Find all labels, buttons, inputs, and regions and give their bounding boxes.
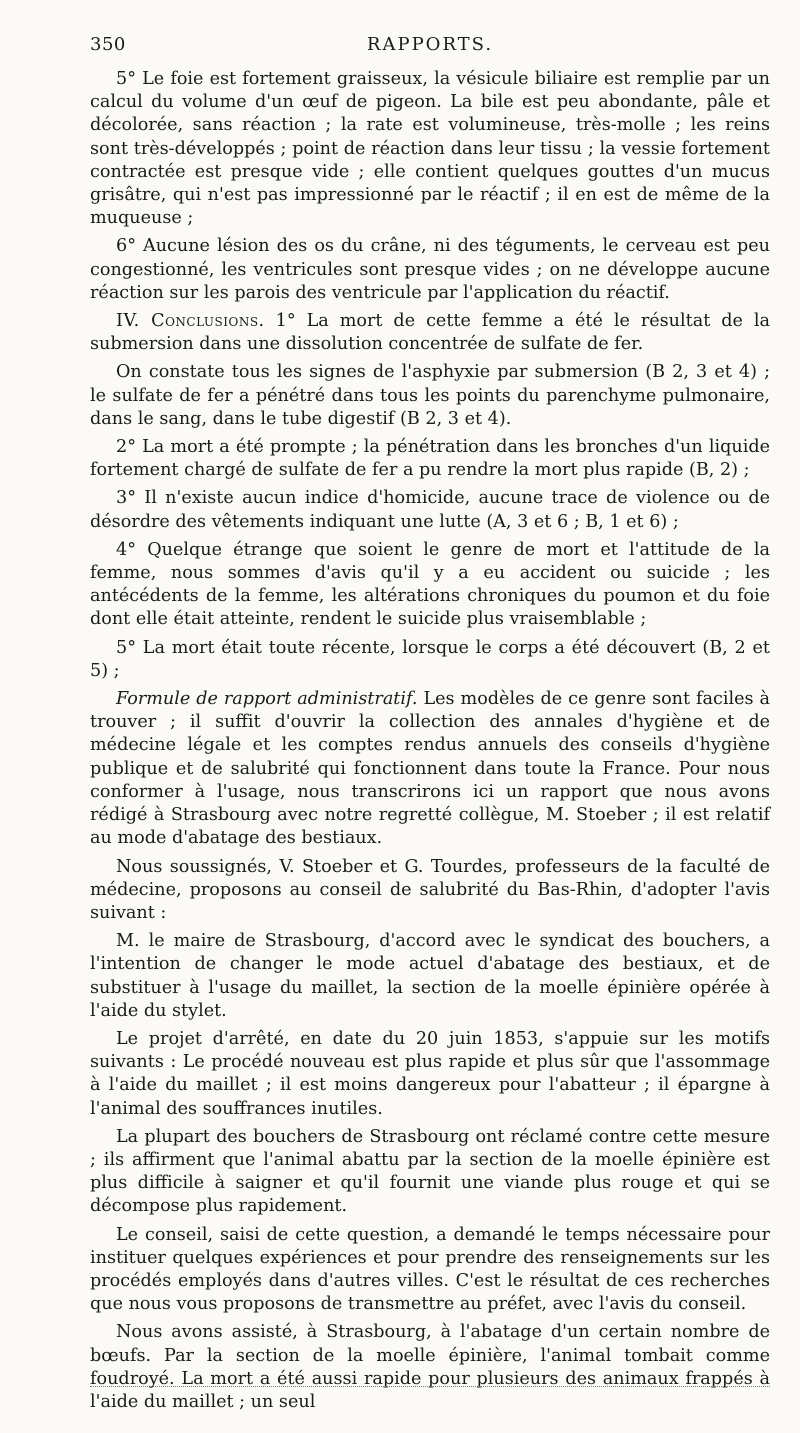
body-text: [90, 68, 770, 1414]
paragraph-abatage: Nous avons assisté, à Strasbourg, à l'abatage d'un certain nombre de bœufs. Par la section de la moelle épinière, l'animal tombait comme foudroyé. La mort a été aussi rapide pour plusieurs des animaux frappés à l'aide du maillet ; un seul: [90, 1322, 770, 1412]
paragraph-conseil: Le conseil, saisi de cette question, a demandé le temps nécessaire pour instituer quelques expériences et pour prendre des renseignements sur les procédés employés dans d'autres villes. C'est le résultat de ces recherches que nous vous proposons de transmettre au préfet, avec l'avis du conseil.: [90, 1224, 770, 1315]
page-header: [90, 34, 770, 60]
paragraph-soussignes: Nous soussignés, V. Stoeber et G. Tourdes, professeurs de la faculté de médecine, proposons au conseil de salubrité du Bas-Rhin, d'adopter l'avis suivant :: [90, 856, 770, 923]
formule-heading: Formule de rapport administratif.: [116, 689, 418, 710]
formule-text: Les modèles de ce genre sont faciles à trouver ; il suffit d'ouvrir la collection des annales d'hygiène et de médecine légale et les comptes rendus annuels des conseils d'hygiène publique et de salubrité qui fonctionnent dans toute la France. Pour nous conformer à l'usage, nous transcrirons ici un rapport que nous avons rédigé à Strasbourg avec notre regretté collègue, M. Stoeber ; il est relatif au mode d'abatage des bestiaux.: [90, 689, 771, 849]
paragraph-foie: 5° Le foie est fortement graisseux, la vésicule biliaire est remplie par un calcul du volume d'un œuf de pigeon. La bile est peu abondante, pâle et décolorée, sans réaction ; la rate est volumineuse, très-molle ; les reins sont très-développés ; point de réaction dans leur tissu ; la vessie fortement contractée est presque vide ; elle contient quelques gouttes d'un mucus grisâtre, qui n'est pas impressionné par le réactif ; il en est de même de la muqueuse ;: [90, 69, 770, 229]
paragraph-homicide: 3° Il n'existe aucun indice d'homicide, aucune trace de violence ou de désordre des vêtements indiquant une lutte (A, 3 et 6 ; B, 1 et 6) ;: [90, 488, 770, 532]
page: [90, 34, 770, 1414]
paragraph-mort-recente: 5° La mort était toute récente, lorsque le corps a été découvert (B, 2 et 5) ;: [90, 637, 770, 681]
conclusions-heading: IV. Conclusions.: [116, 311, 265, 332]
conclusions-text: 1° La mort de cette femme a été le résultat de la submersion dans une dissolution concentrée de sulfate de fer.: [90, 311, 770, 355]
paragraph-formule: [90, 688, 770, 850]
footer-rule: [90, 1386, 770, 1387]
paragraph-asphyxie: On constate tous les signes de l'asphyxie par submersion (B 2, 3 et 4) ; le sulfate de fer a pénétré dans tous les points du parenchyme pulmonaire, dans le sang, dans le tube digestif (B 2, 3 et 4).: [90, 362, 770, 429]
paragraph-mort-prompte: 2° La mort a été prompte ; la pénétration dans les bronches d'un liquide fortement chargé de sulfate de fer a pu rendre la mort plus rapide (B, 2) ;: [90, 437, 770, 481]
page-number: 350: [90, 34, 126, 55]
paragraph-bouchers: La plupart des bouchers de Strasbourg ont réclamé contre cette mesure ; ils affirment que l'animal abattu par la section de la moelle épinière est plus difficile à saigner et qu'il fournit une viande plus rouge et qui se décompose plus rapidement.: [90, 1126, 770, 1217]
paragraph-projet: Le projet d'arrêté, en date du 20 juin 1853, s'appuie sur les motifs suivants : Le procédé nouveau est plus rapide et plus sûr que l'assommage à l'aide du maillet ; il est moins dangereux pour l'abatteur ; il épargne à l'animal des souffrances inutiles.: [90, 1028, 770, 1119]
running-title: RAPPORTS.: [366, 34, 494, 55]
paragraph-conclusions: [90, 310, 770, 356]
paragraph-crane: 6° Aucune lésion des os du crâne, ni des téguments, le cerveau est peu congestionné, les ventricules sont presque vides ; on ne développe aucune réaction sur les parois des ventricule par l'application du réactif.: [90, 236, 770, 303]
paragraph-suicide: 4° Quelque étrange que soient le genre de mort et l'attitude de la femme, nous sommes d'avis qu'il y a eu accident ou suicide ; les antécédents de la femme, les altérations chroniques du poumon et du foie dont elle était atteinte, rendent le suicide plus vraisemblable ;: [90, 539, 770, 630]
paragraph-maire: M. le maire de Strasbourg, d'accord avec le syndicat des bouchers, a l'intention de changer le mode actuel d'abatage des bestiaux, et de substituer à l'usage du maillet, la section de la moelle épinière opérée à l'aide du stylet.: [90, 931, 770, 1021]
